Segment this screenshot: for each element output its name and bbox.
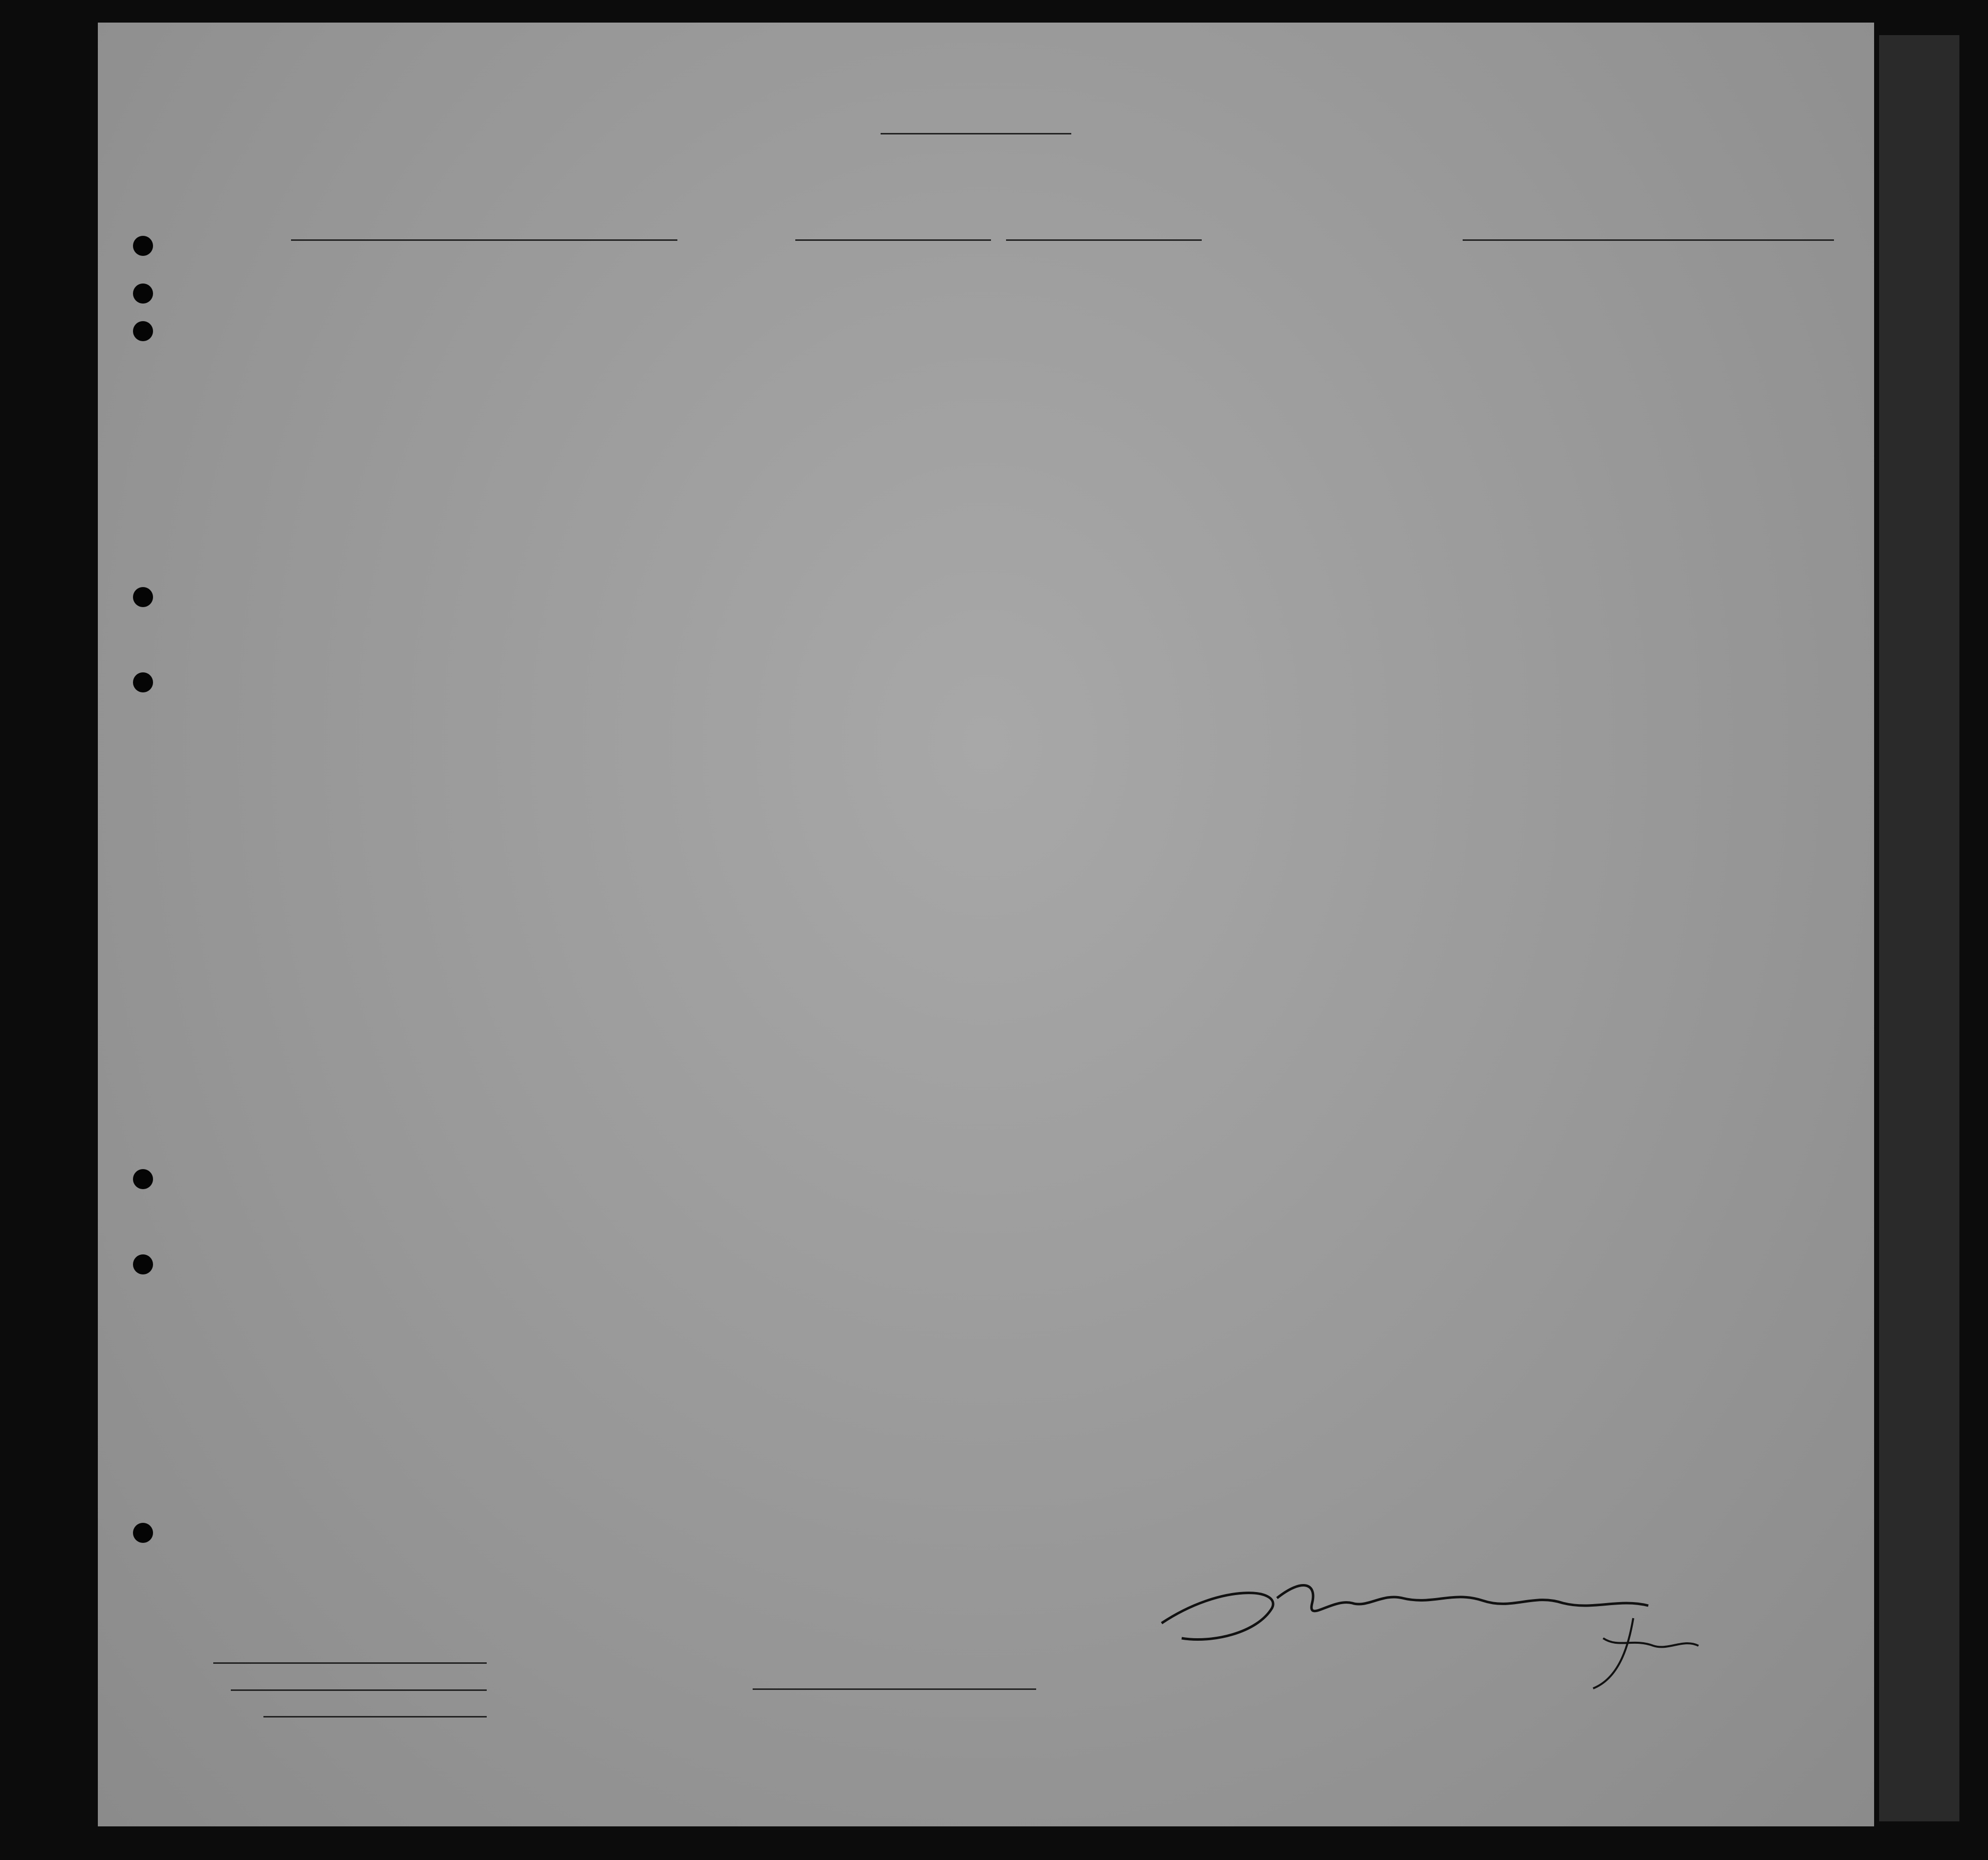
binding-hole: [133, 1523, 153, 1543]
binding-hole: [133, 1254, 153, 1274]
manifest-sheet: [98, 23, 1874, 1826]
inspector-signature: [1152, 1563, 1829, 1698]
port-underline: [795, 239, 991, 241]
owners-underline: [231, 1689, 487, 1691]
background-edge: [1879, 35, 1959, 1821]
agents-underline: [263, 1716, 487, 1718]
date-underline: [1006, 239, 1202, 241]
inspector-underline: [753, 1688, 1036, 1690]
from-port-underline: [1463, 239, 1834, 241]
binding-hole: [133, 587, 153, 607]
binding-hole: [133, 283, 153, 304]
binding-hole: [133, 1169, 153, 1189]
binding-hole: [133, 321, 153, 341]
binding-hole: [133, 672, 153, 692]
line-underline: [213, 1662, 487, 1664]
table-grid: [98, 23, 1874, 1826]
title-rule: [881, 133, 1071, 134]
vessel-underline: [291, 239, 677, 241]
binding-hole: [133, 236, 153, 256]
